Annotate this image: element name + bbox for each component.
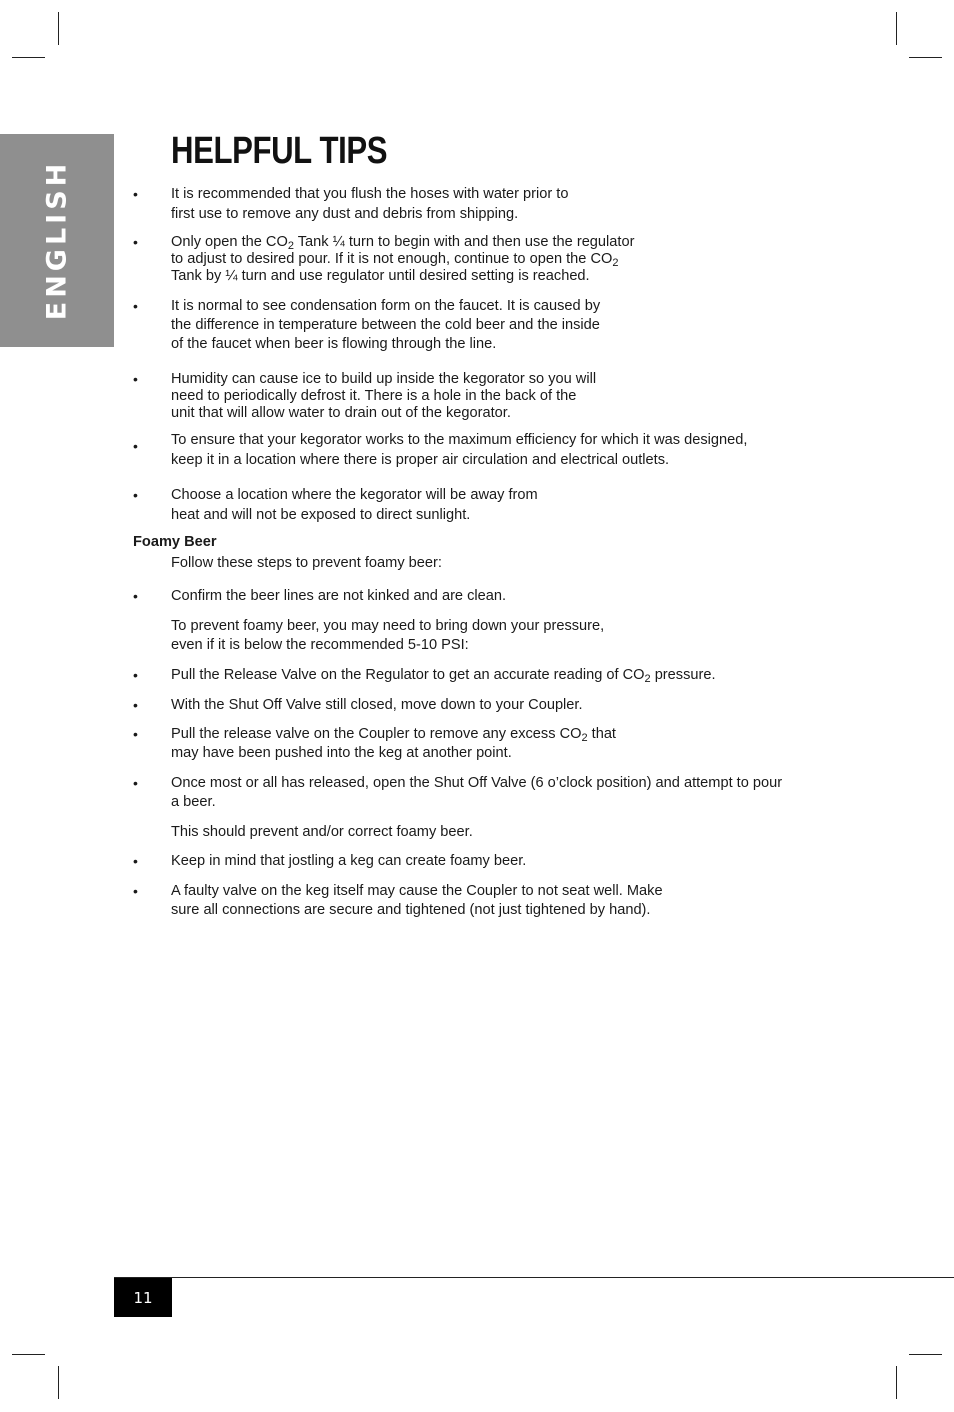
foamy-step-7-line-1: A faulty valve on the keg itself may cause the Coupler to not seat well. Make (171, 883, 663, 899)
crop-mark (909, 1354, 942, 1355)
foamy-intro: Follow these steps to prevent foamy beer: (171, 555, 442, 571)
tip-4-line-3: unit that will allow water to drain out of the kegorator. (171, 405, 511, 421)
crop-mark (58, 1366, 59, 1399)
tip-2-line-2: to adjust to desired pour. If it is not enough, continue to open the $CO_2$ (171, 251, 619, 269)
tip-3-line-3: of the faucet when beer is flowing through the line. (171, 336, 497, 352)
section-heading-foamy-beer: Foamy Beer (133, 534, 217, 550)
bullet: • (133, 853, 138, 869)
foamy-step-4-line-1: Pull the release valve on the Coupler to remove any excess $CO_2$ that (171, 726, 616, 744)
bullet: • (133, 726, 138, 742)
foamy-step-1: Confirm the beer lines are not kinked and are clean. (171, 588, 507, 604)
bullet: • (133, 186, 138, 202)
language-label: ENGLISH (41, 159, 73, 321)
crop-mark (896, 12, 897, 45)
tip-4-line-2: need to periodically defrost it. There is a hole in the back of the (171, 388, 577, 404)
tip-2-line-3: Tank by ¼ turn and use regulator until desired setting is reached. (171, 268, 590, 284)
tip-1-line-1: It is recommended that you flush the hoses with water prior to (171, 186, 569, 202)
foamy-note-2: This should prevent and/or correct foamy beer. (171, 824, 473, 840)
foamy-step-7-line-2: sure all connections are secure and tightened (not just tightened by hand). (171, 902, 651, 918)
tip-4-line-1: Humidity can cause ice to build up inside the kegorator so you will (171, 371, 597, 387)
foamy-step-2: Pull the Release Valve on the Regulator to get an accurate reading of $CO_2$ pressure. (171, 667, 716, 685)
bullet: • (133, 775, 138, 791)
tip-5-line-2: keep it in a location where there is proper air circulation and electrical outlets. (171, 452, 670, 468)
tip-3-line-2: the difference in temperature between the cold beer and the inside (171, 317, 600, 333)
foamy-step-5-line-1: Once most or all has released, open the Shut Off Valve (6 o’clock position) and attempt to pour (171, 775, 783, 791)
foamy-note-1-line-1: To prevent foamy beer, you may need to bring down your pressure, (171, 618, 605, 634)
crop-mark (909, 57, 942, 58)
tip-2-line-1: Only open the $CO_2$ Tank ¼ turn to begin with and then use the regulator (171, 234, 635, 252)
bullet: • (133, 298, 138, 314)
page-number: 11 (114, 1278, 172, 1317)
tip-6-line-1: Choose a location where the kegorator will be away from (171, 487, 538, 503)
bullet: • (133, 487, 138, 503)
crop-mark (12, 1354, 45, 1355)
crop-mark (58, 12, 59, 45)
bullet: • (133, 883, 138, 899)
bullet: • (133, 234, 138, 250)
crop-mark (896, 1366, 897, 1399)
tip-1-line-2: first use to remove any dust and debris from shipping. (171, 206, 519, 222)
bullet: • (133, 438, 138, 454)
foamy-step-3: With the Shut Off Valve still closed, move down to your Coupler. (171, 697, 583, 713)
tip-6-line-2: heat and will not be exposed to direct sunlight. (171, 507, 471, 523)
tip-5-line-1: To ensure that your kegorator works to the maximum efficiency for which it was designed, (171, 432, 748, 448)
bullet: • (133, 667, 138, 683)
foamy-note-1-line-2: even if it is below the recommended 5-10 PSI: (171, 637, 469, 653)
tip-3-line-1: It is normal to see condensation form on the faucet. It is caused by (171, 298, 601, 314)
page-title: HELPFUL TIPS (171, 130, 388, 172)
bullet: • (133, 697, 138, 713)
crop-mark (12, 57, 45, 58)
foamy-step-6: Keep in mind that jostling a keg can create foamy beer. (171, 853, 527, 869)
language-side-tab (0, 134, 114, 347)
footer-rule (114, 1277, 954, 1278)
foamy-step-5-line-2: a beer. (171, 794, 216, 810)
bullet: • (133, 588, 138, 604)
bullet: • (133, 371, 138, 387)
foamy-step-4-line-2: may have been pushed into the keg at another point. (171, 745, 512, 761)
